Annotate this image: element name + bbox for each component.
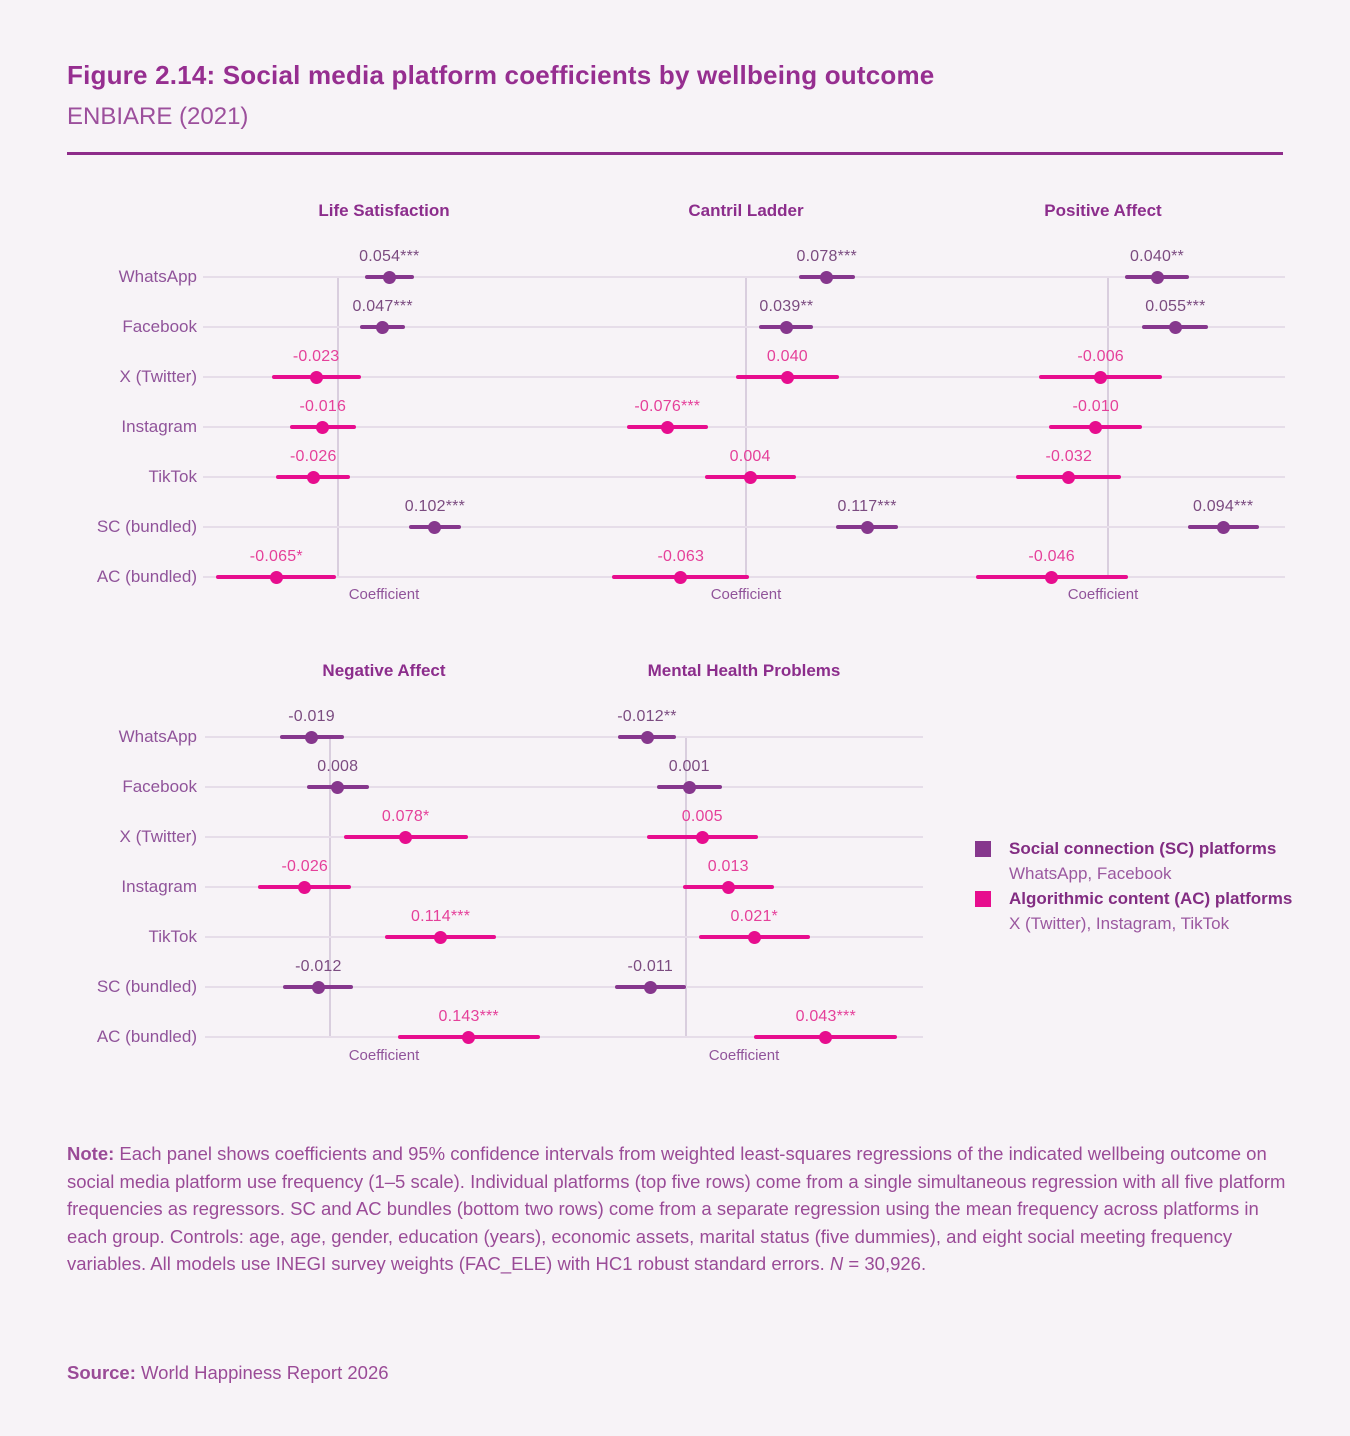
coefficient-value-label: 0.054*** bbox=[359, 248, 420, 265]
coefficient-dot bbox=[428, 521, 441, 534]
coefficient-value-label: -0.006 bbox=[1077, 348, 1124, 365]
coefficient-value-label: -0.019 bbox=[288, 708, 335, 725]
coefficient-value-label: -0.046 bbox=[1028, 548, 1075, 565]
coefficient-value-label: 0.005 bbox=[681, 808, 723, 825]
coefficient-value-label: 0.008 bbox=[317, 758, 359, 775]
note-body: Each panel shows coefficients and 95% confidence intervals from weighted least-squares regressions of the indicated wellbeing outcome on social media platform use frequency (1–5 scale). Individual platforms (top five rows) come from a single simultaneous regression with all five platform frequencies as regressors. SC and AC bundles (bottom two rows) come from a separate regression using the mean frequency across platforms in each group. Controls: age, age, gender, education (years), economic assets, marital status (five dummies), and eight social meeting frequency variables. All models use INEGI survey weights (FAC_ELE) with HC1 robust standard errors. bbox=[67, 1143, 1286, 1274]
legend-item-sc bbox=[975, 836, 1335, 886]
coefficient-value-label: -0.026 bbox=[290, 448, 337, 465]
coefficient-dot bbox=[312, 981, 325, 994]
coefficient-dot bbox=[780, 321, 793, 334]
x-axis-label: Coefficient bbox=[710, 586, 782, 603]
coefficient-dot bbox=[661, 421, 674, 434]
coefficient-value-label: -0.076*** bbox=[634, 398, 701, 415]
row-label: WhatsApp bbox=[118, 727, 197, 746]
panel-title: Cantril Ladder bbox=[688, 201, 804, 220]
coefficient-value-label: 0.047*** bbox=[352, 298, 413, 315]
coefficient-dot bbox=[462, 1031, 475, 1044]
coefficient-value-label: 0.078*** bbox=[796, 248, 857, 265]
x-axis-label: Coefficient bbox=[348, 1047, 420, 1064]
coefficient-dot bbox=[644, 981, 657, 994]
coefficient-value-label: -0.063 bbox=[657, 548, 705, 565]
coefficient-dot bbox=[331, 781, 344, 794]
coefficient-dot bbox=[1151, 271, 1164, 284]
legend-label-ac: Algorithmic content (AC) platforms bbox=[1009, 889, 1293, 908]
coefficient-dot bbox=[1045, 571, 1058, 584]
row-label: Instagram bbox=[121, 417, 197, 436]
row-label: SC (bundled) bbox=[96, 517, 197, 536]
coefficient-value-label: 0.102*** bbox=[404, 498, 466, 515]
row-gridline bbox=[203, 526, 1285, 528]
coefficient-dot bbox=[376, 321, 389, 334]
row-label: X (Twitter) bbox=[119, 827, 197, 846]
coefficient-value-label: -0.011 bbox=[627, 958, 673, 975]
legend-label-sc: Social connection (SC) platforms bbox=[1009, 839, 1277, 858]
coefficient-dot bbox=[781, 371, 794, 384]
coefficient-value-label: 0.043*** bbox=[795, 1008, 856, 1025]
coefficient-value-label: 0.114*** bbox=[411, 908, 471, 925]
coefficient-value-label: 0.117*** bbox=[837, 498, 897, 515]
coefficient-dot bbox=[1089, 421, 1102, 434]
coefficient-dot bbox=[696, 831, 709, 844]
coefficient-value-label: 0.013 bbox=[707, 858, 749, 875]
coefficient-dot bbox=[722, 881, 735, 894]
source-text bbox=[67, 1360, 867, 1386]
coefficient-value-label: 0.143*** bbox=[438, 1008, 499, 1025]
coefficient-value-label: -0.012 bbox=[295, 958, 342, 975]
legend-item-ac bbox=[975, 886, 1335, 936]
x-axis-label: Coefficient bbox=[708, 1047, 780, 1064]
figure-title: Figure 2.14: Social media platform coefficients by wellbeing outcome bbox=[67, 60, 935, 90]
panel-title: Negative Affect bbox=[322, 661, 446, 680]
panel-title: Life Satisfaction bbox=[318, 201, 450, 220]
source-label: Source: bbox=[67, 1362, 136, 1383]
note-label: Note: bbox=[67, 1143, 115, 1164]
row-label: Instagram bbox=[121, 877, 197, 896]
coefficient-dot bbox=[820, 271, 833, 284]
coefficient-dot bbox=[861, 521, 874, 534]
row-label: Facebook bbox=[122, 317, 197, 336]
note-n-symbol: N bbox=[829, 1253, 844, 1274]
coefficient-dot bbox=[298, 881, 311, 894]
row-label: TikTok bbox=[148, 927, 197, 946]
coefficient-value-label: 0.040** bbox=[1130, 248, 1184, 265]
coefficient-dot bbox=[683, 781, 696, 794]
row-label: Facebook bbox=[122, 777, 197, 796]
coefficient-value-label: 0.094*** bbox=[1192, 498, 1254, 515]
row-gridline bbox=[205, 836, 923, 838]
coefficient-dot bbox=[1169, 321, 1182, 334]
panel-title: Positive Affect bbox=[1044, 201, 1162, 220]
coefficient-dot bbox=[748, 931, 761, 944]
coefficient-value-label: -0.010 bbox=[1072, 398, 1120, 415]
coefficient-value-label: -0.026 bbox=[281, 858, 329, 875]
coefficient-dot bbox=[307, 471, 320, 484]
legend-swatch-sc-icon bbox=[975, 841, 991, 857]
coefficient-value-label: 0.040 bbox=[766, 348, 808, 365]
coefficient-dot bbox=[316, 421, 329, 434]
coefficient-value-label: 0.001 bbox=[668, 758, 710, 775]
coefficient-dot bbox=[744, 471, 757, 484]
coefficient-value-label: 0.021* bbox=[730, 908, 778, 925]
coefficient-dot bbox=[1094, 371, 1107, 384]
row-label: TikTok bbox=[148, 467, 197, 486]
legend-sublabel-ac: X (Twitter), Instagram, TikTok bbox=[1009, 914, 1230, 933]
coefficient-value-label: 0.078* bbox=[381, 808, 430, 825]
chart-legend bbox=[975, 836, 1335, 936]
legend-swatch-ac-icon bbox=[975, 891, 991, 907]
coefficient-value-label: 0.039** bbox=[759, 298, 814, 315]
x-axis-label: Coefficient bbox=[1067, 586, 1139, 603]
coefficient-dot bbox=[434, 931, 447, 944]
coefficient-dot bbox=[674, 571, 687, 584]
coefficient-dot bbox=[1062, 471, 1075, 484]
row-label: AC (bundled) bbox=[96, 1027, 197, 1046]
x-axis-label: Coefficient bbox=[348, 586, 420, 603]
panel-title: Mental Health Problems bbox=[647, 661, 841, 680]
coefficient-value-label: -0.032 bbox=[1045, 448, 1093, 465]
coefficient-value-label: 0.004 bbox=[729, 448, 771, 465]
coefficient-value-label: -0.023 bbox=[292, 348, 340, 365]
row-label: SC (bundled) bbox=[96, 977, 197, 996]
coefficient-dot bbox=[270, 571, 283, 584]
note-n-value: = 30,926. bbox=[843, 1253, 927, 1274]
source-body: World Happiness Report 2026 bbox=[135, 1362, 389, 1383]
coefficient-dot bbox=[1217, 521, 1230, 534]
row-label: X (Twitter) bbox=[119, 367, 197, 386]
coefficient-dot bbox=[383, 271, 396, 284]
figure-subtitle: ENBIARE (2021) bbox=[67, 103, 249, 130]
coefficient-value-label: -0.065* bbox=[249, 548, 303, 565]
coefficient-dot bbox=[305, 731, 318, 744]
coefficient-value-label: 0.055*** bbox=[1145, 298, 1206, 315]
row-label: AC (bundled) bbox=[96, 567, 197, 586]
coefficient-dot bbox=[399, 831, 412, 844]
coefficient-dot bbox=[310, 371, 323, 384]
note-text bbox=[67, 1140, 1289, 1278]
row-label: WhatsApp bbox=[118, 267, 197, 286]
row-gridline bbox=[205, 936, 923, 938]
coefficient-value-label: -0.016 bbox=[299, 398, 347, 415]
coefficient-dot bbox=[819, 1031, 832, 1044]
legend-sublabel-sc: WhatsApp, Facebook bbox=[1009, 864, 1172, 883]
coefficient-dot bbox=[641, 731, 654, 744]
coefficient-value-label: -0.012** bbox=[617, 708, 677, 725]
